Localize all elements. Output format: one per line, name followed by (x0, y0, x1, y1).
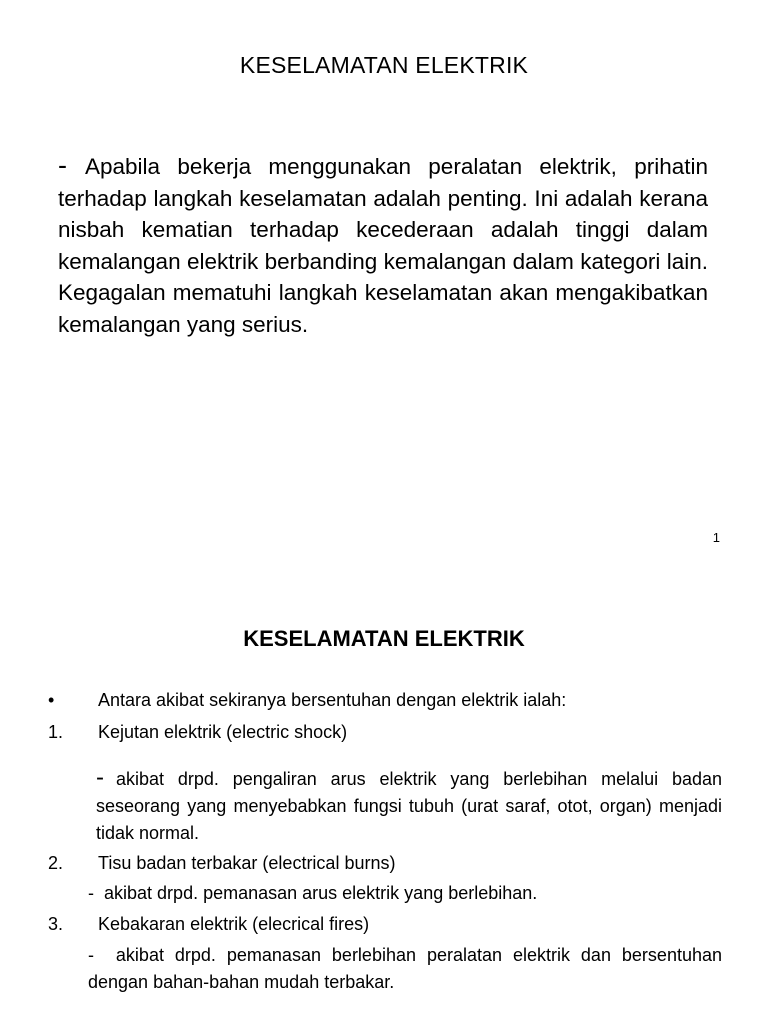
page-number: 1 (712, 530, 720, 545)
item-2-label: Tisu badan terbakar (electrical burns) (98, 853, 396, 873)
item-2-dash: - (88, 883, 94, 903)
item-3-detail (88, 942, 722, 996)
slide-2-title: KESELAMATAN ELEKTRIK (243, 626, 525, 651)
item-1-label: Kejutan elektrik (electric shock) (98, 722, 348, 742)
paragraph-dash: - (58, 150, 67, 180)
item-1-dash: - (96, 764, 104, 791)
item-3-number: 3. (48, 914, 64, 934)
slide-1-title: KESELAMATAN ELEKTRIK (239, 52, 529, 78)
item-1-number: 1. (48, 722, 64, 742)
item-3-detail-text: akibat drpd. pemanasan berlebihan peralatan elektrik dan bersentuhan dengan bahan-bahan mudah terbakar. (88, 945, 722, 992)
intro-text: Antara akibat sekiranya bersentuhan dengan elektrik ialah: (98, 690, 567, 710)
item-1-detail (96, 764, 722, 847)
item-2-detail-text: akibat drpd. pemanasan arus elektrik yang berlebihan. (104, 883, 538, 903)
item-2-detail (88, 880, 728, 907)
bullet-marker: • (48, 690, 55, 710)
slide-2 (0, 512, 768, 1024)
slide-1-paragraph (58, 150, 708, 340)
item-1-detail-text: akibat drpd. pengaliran arus elektrik yang berlebihan melalui badan seseorang yang menyebabkan fungsi tubuh (urat saraf, otot, organ) menjadi tidak normal. (96, 769, 722, 843)
paragraph-text: Apabila bekerja menggunakan peralatan elektrik, prihatin terhadap langkah keselamatan adalah penting. Ini adalah kerana nisbah kematian terhadap kecederaan adalah tinggi dalam kemalangan elektrik berbanding kemalangan dalam kategori lain. Kegagalan mematuhi langkah keselamatan akan mengakibatkan kemalangan yang serius. (58, 154, 708, 337)
item-2-number: 2. (48, 853, 64, 873)
item-3-dash: - (88, 945, 94, 965)
item-3-label: Kebakaran elektrik (elecrical fires) (98, 914, 370, 934)
